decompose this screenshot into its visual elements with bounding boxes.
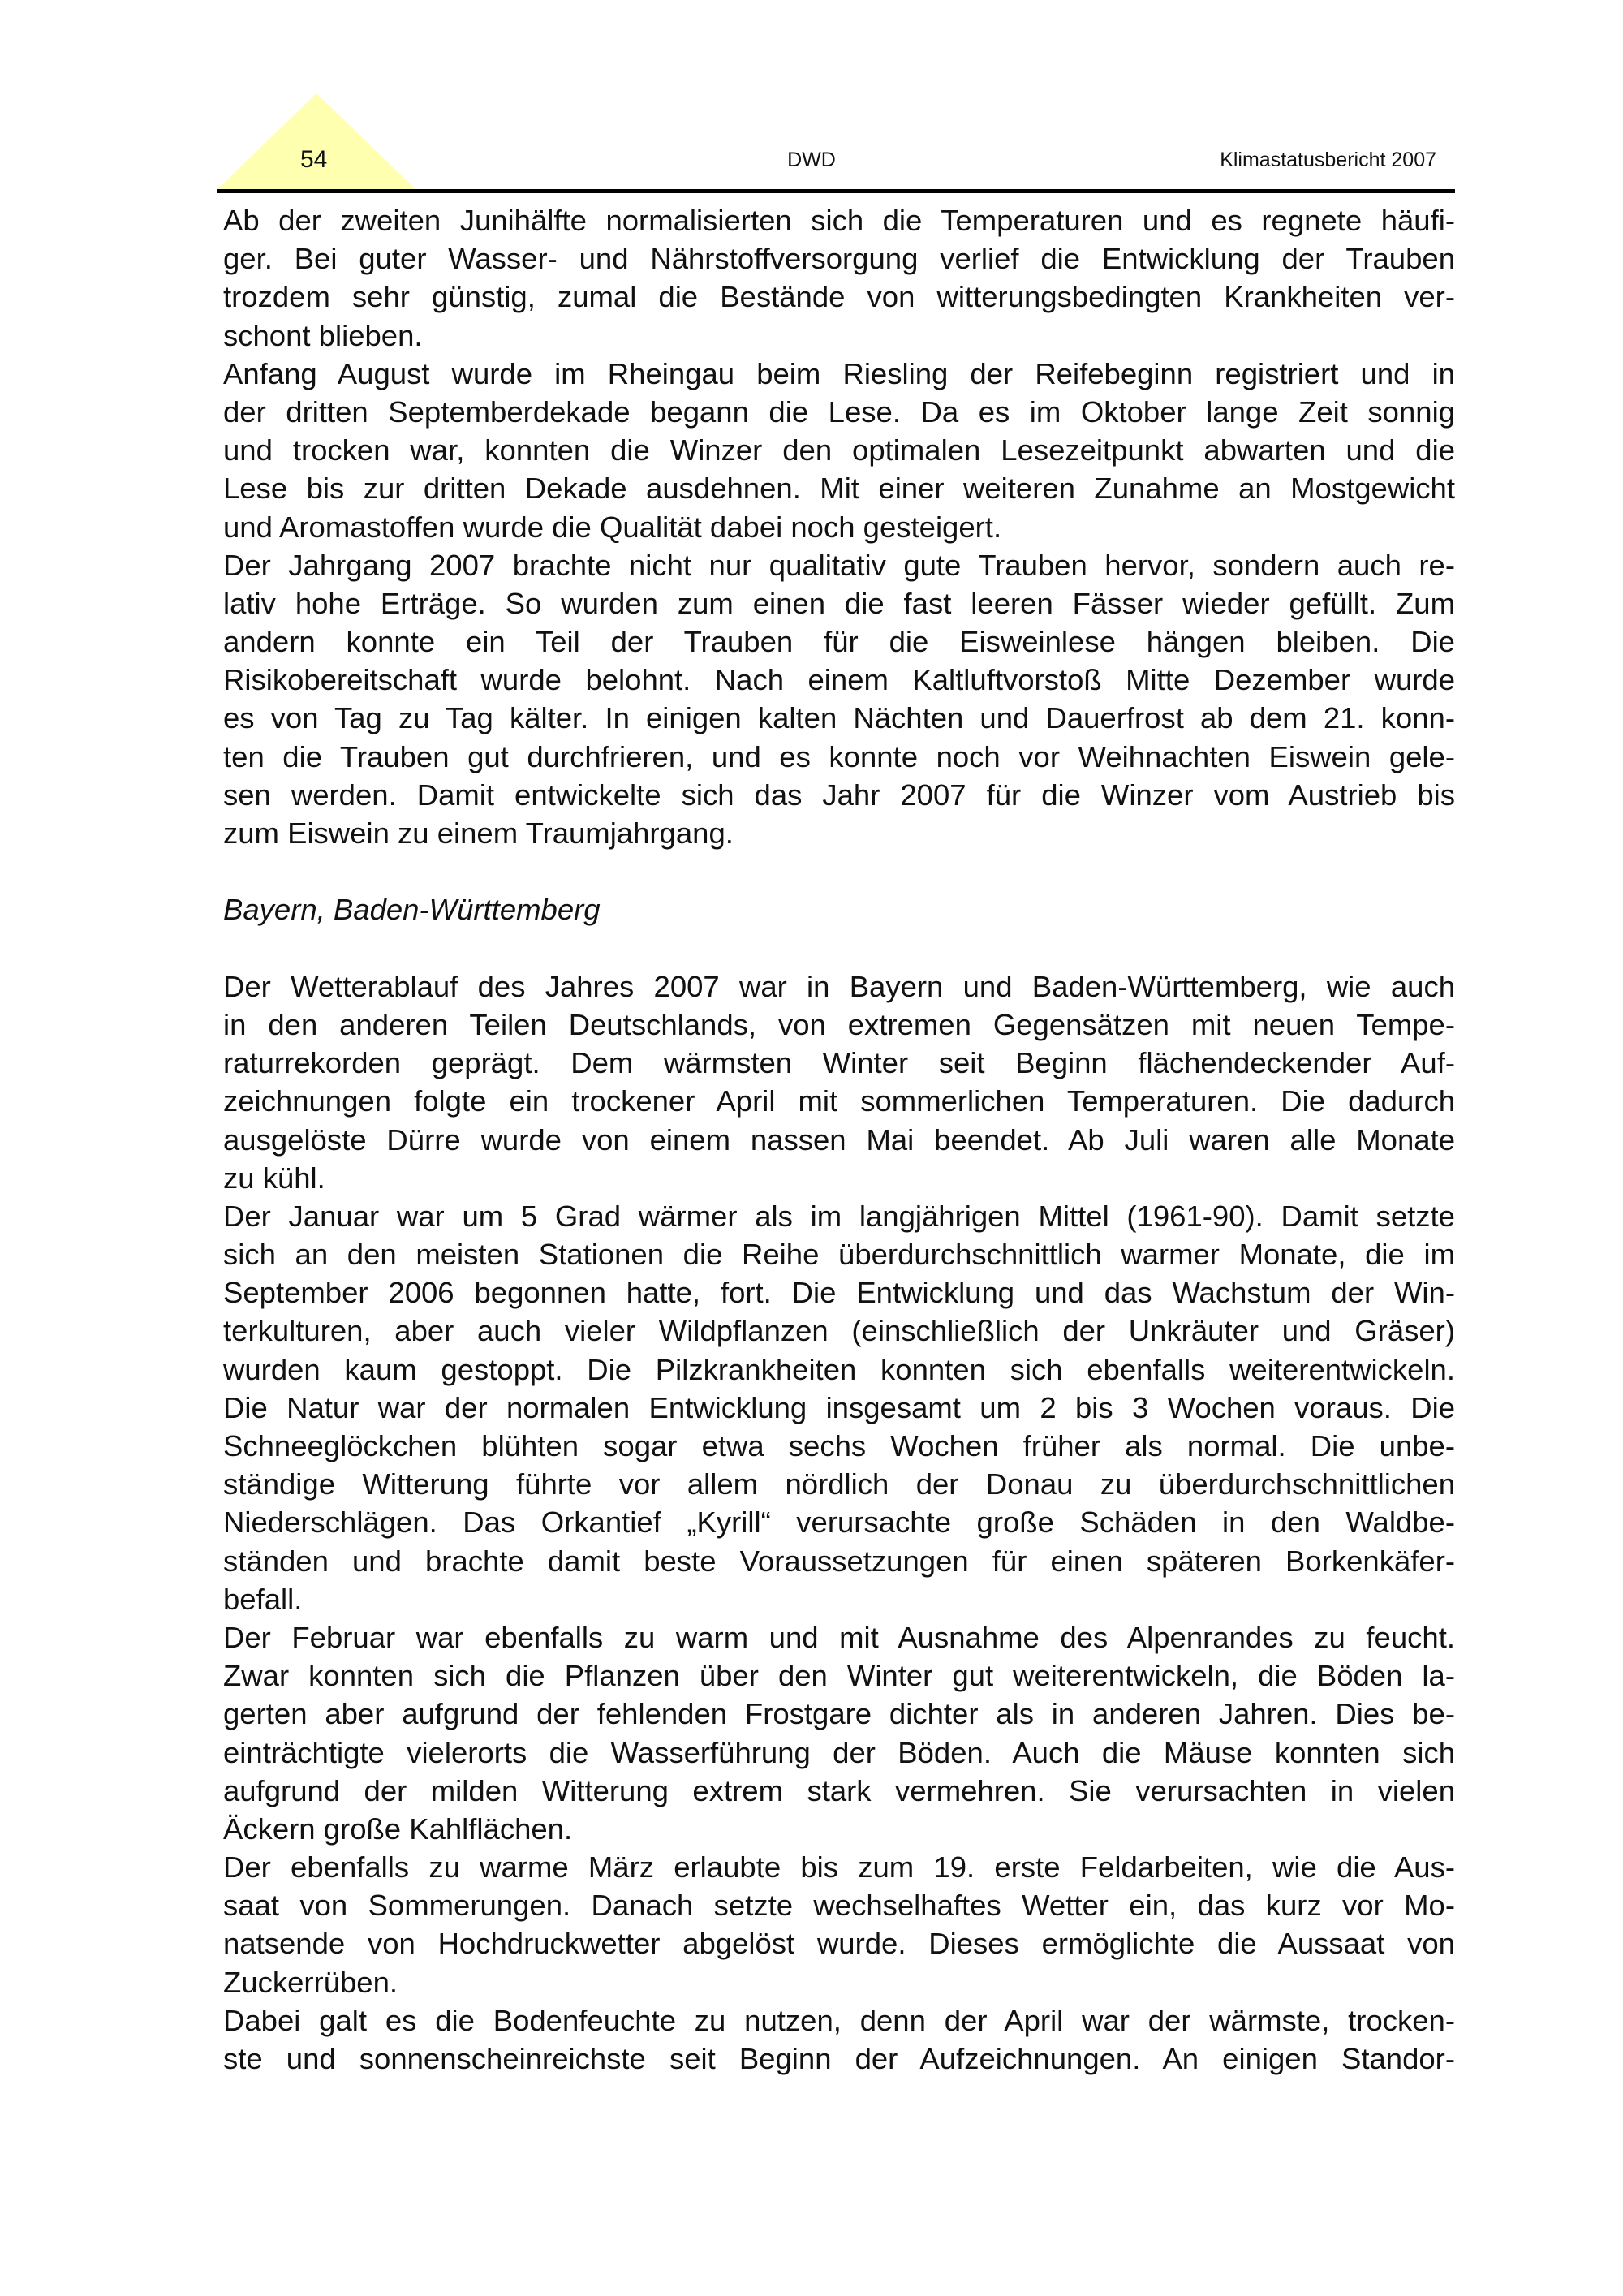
paragraph <box>223 1197 1455 1618</box>
text-line: befall. <box>223 1582 303 1616</box>
section-heading: Bayern, Baden-Württemberg <box>223 893 601 927</box>
text-line: ständen und brachte damit beste Voraussetzungen für einen späteren Borkenkäfer- <box>223 1544 1455 1578</box>
text-line: raturrekorden geprägt. Dem wärmsten Winter seit Beginn flächendeckender Auf- <box>223 1046 1455 1080</box>
text-line: Ab der zweiten Junihälfte normalisierten sich die Temperaturen und es regnete häufi- <box>223 204 1455 237</box>
text-line: zum Eiswein zu einem Traumjahrgang. <box>223 816 734 850</box>
text-line: lativ hohe Erträge. So wurden zum einen die fast leeren Fässer wieder gefüllt. Zum <box>223 586 1455 620</box>
text-line: Dabei galt es die Bodenfeuchte zu nutzen, denn der April war der wärmste, trocken- <box>223 2003 1455 2037</box>
text-line: ten die Trauben gut durchfrieren, und es konnte noch vor Weihnachten Eiswein gele- <box>223 739 1455 773</box>
text-line: und Aromastoffen wurde die Qualität dabei noch gesteigert. <box>223 510 1002 544</box>
text-line: sen werden. Damit entwickelte sich das Jahr 2007 für die Winzer vom Austrieb bis <box>223 778 1455 812</box>
text-line: trozdem sehr günstig, zumal die Bestände von witterungsbedingten Krankheiten ver- <box>223 280 1455 314</box>
header-publisher: DWD <box>787 149 836 171</box>
page-body <box>223 201 1455 2078</box>
paragraph <box>223 546 1455 853</box>
text-line: Äckern große Kahlflächen. <box>223 1811 573 1846</box>
text-line: Die Natur war der normalen Entwicklung insgesamt um 2 bis 3 Wochen voraus. Die <box>223 1390 1455 1424</box>
text-line: ger. Bei guter Wasser- und Nährstoffversorgung verlief die Entwicklung der Trauben <box>223 242 1455 276</box>
paragraph <box>223 1848 1455 2001</box>
text-line: andern konnte ein Teil der Trauben für die Eisweinlese hängen bleiben. Die <box>223 625 1455 659</box>
text-line: es von Tag zu Tag kälter. In einigen kalten Nächten und Dauerfrost ab dem 21. konn- <box>223 701 1455 735</box>
paragraph <box>223 2001 1455 2078</box>
text-line: zeichnungen folgte ein trockener April mit sommerlichen Temperaturen. Die dadurch <box>223 1084 1455 1118</box>
header-report-title: Klimastatusbericht 2007 <box>1220 149 1436 171</box>
text-line: der dritten Septemberdekade begann die Lese. Da es im Oktober lange Zeit sonnig <box>223 394 1455 429</box>
text-line: terkulturen, aber auch vieler Wildpflanzen (einschließlich der Unkräuter und Gräser) <box>223 1314 1455 1348</box>
viticulture-section <box>223 201 1455 852</box>
text-line: ständige Witterung führte vor allem nördlich der Donau zu überdurchschnittlichen <box>223 1467 1455 1501</box>
bavaria-bw-section <box>223 967 1455 2078</box>
text-line: Risikobereitschaft wurde belohnt. Nach einem Kaltluftvorstoß Mitte Dezember wurde <box>223 663 1455 697</box>
text-line: in den anderen Teilen Deutschlands, von extremen Gegensätzen mit neuen Tempe- <box>223 1007 1455 1041</box>
spacer <box>223 852 1455 890</box>
paragraph <box>223 201 1455 355</box>
text-line: und trocken war, konnten die Winzer den optimalen Lesezeitpunkt abwarten und die <box>223 433 1455 467</box>
text-line: Zwar konnten sich die Pflanzen über den Winter gut weiterentwickeln, die Böden la- <box>223 1659 1455 1693</box>
header-rule <box>217 189 1455 193</box>
text-line: Schneeglöckchen blühten sogar etwa sechs Wochen früher als normal. Die unbe- <box>223 1429 1455 1462</box>
text-line: Anfang August wurde im Rheingau beim Riesling der Reifebeginn registriert und in <box>223 356 1455 390</box>
text-line: Niederschlägen. Das Orkantief „Kyrill“ verursachte große Schäden in den Waldbe- <box>223 1506 1455 1540</box>
text-line: ausgelöste Dürre wurde von einem nassen Mai beendet. Ab Juli waren alle Monate <box>223 1122 1455 1157</box>
text-line: Der Wetterablauf des Jahres 2007 war in Bayern und Baden-Württemberg, wie auch <box>223 969 1455 1003</box>
text-line: September 2006 begonnen hatte, fort. Die Entwicklung und das Wachstum der Win- <box>223 1276 1455 1310</box>
text-line: Der Jahrgang 2007 brachte nicht nur qualitativ gute Trauben hervor, sondern auch re- <box>223 548 1455 582</box>
text-line: ste und sonnenscheinreichste seit Beginn der Aufzeichnungen. An einigen Standor- <box>223 2042 1455 2075</box>
text-line: Der Januar war um 5 Grad wärmer als im langjährigen Mittel (1961-90). Damit setzte <box>223 1199 1455 1233</box>
spacer <box>223 929 1455 967</box>
text-line: Der ebenfalls zu warme März erlaubte bis zum 19. erste Feldarbeiten, wie die Aus- <box>223 1850 1455 1885</box>
paragraph <box>223 967 1455 1197</box>
text-line: natsende von Hochdruckwetter abgelöst wurde. Dieses ermöglichte die Aussaat von <box>223 1927 1455 1961</box>
text-line: einträchtigte vielerorts die Wasserführung der Böden. Auch die Mäuse konnten sich <box>223 1735 1455 1769</box>
text-line: sich an den meisten Stationen die Reihe überdurchschnittlich warmer Monate, die im <box>223 1238 1455 1272</box>
text-line: saat von Sommerungen. Danach setzte wechselhaftes Wetter ein, das kurz vor Mo- <box>223 1889 1455 1923</box>
text-line: Der Februar war ebenfalls zu warm und mit Ausnahme des Alpenrandes zu feucht. <box>223 1620 1455 1654</box>
paragraph <box>223 355 1455 546</box>
text-line: zu kühl. <box>223 1161 325 1195</box>
text-line: aufgrund der milden Witterung extrem stark vermehren. Sie verursachten in vielen <box>223 1773 1455 1807</box>
text-line: Lese bis zur dritten Dekade ausdehnen. Mit einer weiteren Zunahme an Mostgewicht <box>223 472 1455 506</box>
page-number: 54 <box>300 146 328 173</box>
text-line: gerten aber aufgrund der fehlenden Frostgare dichter als in anderen Jahren. Dies be- <box>223 1697 1455 1731</box>
text-line: wurden kaum gestoppt. Die Pilzkrankheiten konnten sich ebenfalls weiterentwickeln. <box>223 1352 1455 1386</box>
page-number-triangle <box>217 93 415 189</box>
text-line: Zuckerrüben. <box>223 1965 398 1999</box>
paragraph <box>223 1618 1455 1848</box>
text-line: schont blieben. <box>223 318 423 352</box>
